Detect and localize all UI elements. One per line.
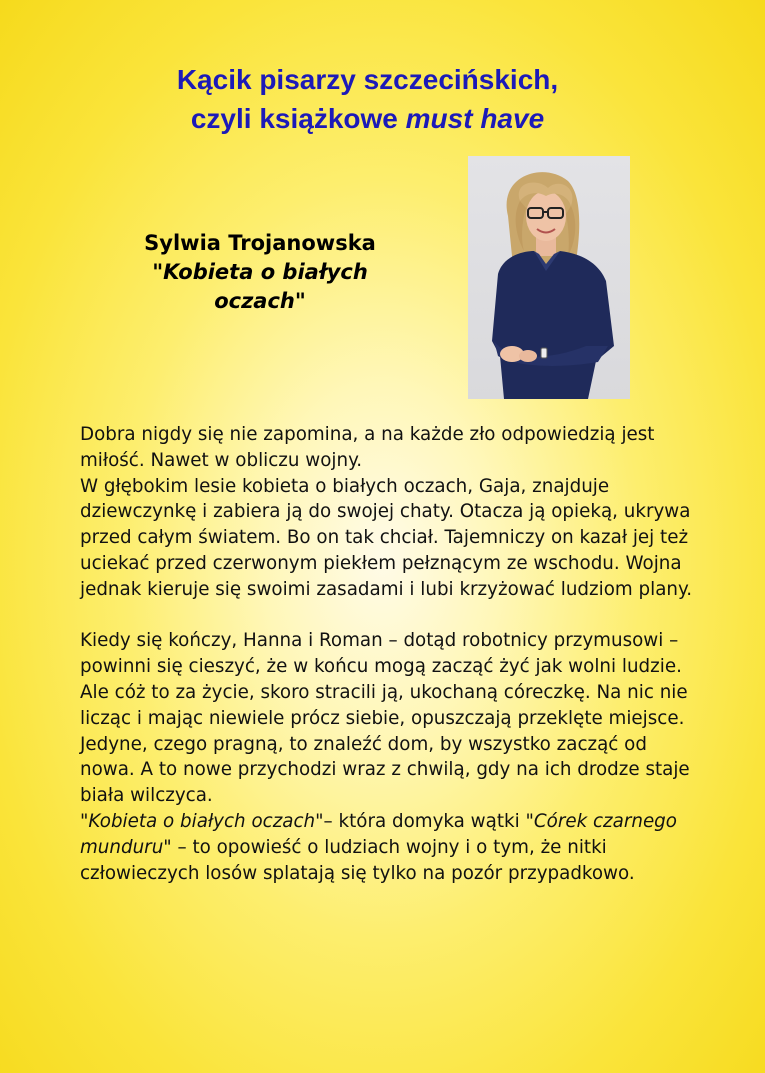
series-title-reference: Córek czarnego munduru (80, 810, 677, 858)
description-connector: "– która domyka wątki " (315, 810, 534, 832)
description-paragraph-2: W głębokim lesie kobieta o białych oczach, Gaja, znajduje dziewczynkę i zabiera ją do swojej chaty. Otacza ją opieką, ukrywa przed całym światem. Bo on tak chciał. Tajemniczy on kazał jej też uciekać przed czerwonym piekłem pełznącym ze wschodu. Wojna jednak kieruje się swoimi zasadami i lubi krzyżować ludziom plany. (80, 475, 693, 600)
title-line-2 (0, 99, 735, 138)
author-portrait-icon (468, 156, 630, 399)
title-line-2-prefix: czyli książkowe (190, 103, 406, 134)
author-name: Sylwia Trojanowska (144, 231, 376, 255)
paragraph-gap (80, 603, 705, 629)
description-paragraph-4 (80, 809, 705, 886)
description-paragraph-3: Kiedy się kończy, Hanna i Roman – dotąd robotnicy przymusowi – powinni się cieszyć, że w końcu mogą zacząć żyć jak wolni ludzie. Ale cóż to za życie, skoro stracili ją, ukochaną córeczkę. Na nic nie licząc i mając niewiele prócz siebie, opuszczają przeklęte miejsce. Jedyne, czego pragną, to znaleźć dom, by wszystko zacząć od nowa. A to nowe przychodzi wraz z chwilą, gdy na ich drodze staje biała wilczyca. (80, 630, 690, 807)
book-header (110, 229, 410, 316)
title-line-2-emphasis: must have (405, 103, 545, 134)
quote-open: " (80, 810, 89, 832)
description-paragraph-1: Dobra nigdy się nie zapomina, a na każde zło odpowiedzią jest miłość. Nawet w obliczu wojny. (80, 424, 655, 471)
description-ending: " – to opowieść o ludziach wojny i o tym, że nitki człowieczych losów splatają się tylko na pozór przypadkowo. (80, 836, 635, 884)
title-line-1: Kącik pisarzy szczecińskich, (176, 64, 559, 95)
book-title: "Kobieta o białych oczach" (152, 260, 368, 313)
book-title-reference: Kobieta o białych oczach (88, 810, 316, 832)
book-description (80, 422, 705, 886)
author-photo (468, 156, 630, 399)
page-title (0, 60, 735, 138)
